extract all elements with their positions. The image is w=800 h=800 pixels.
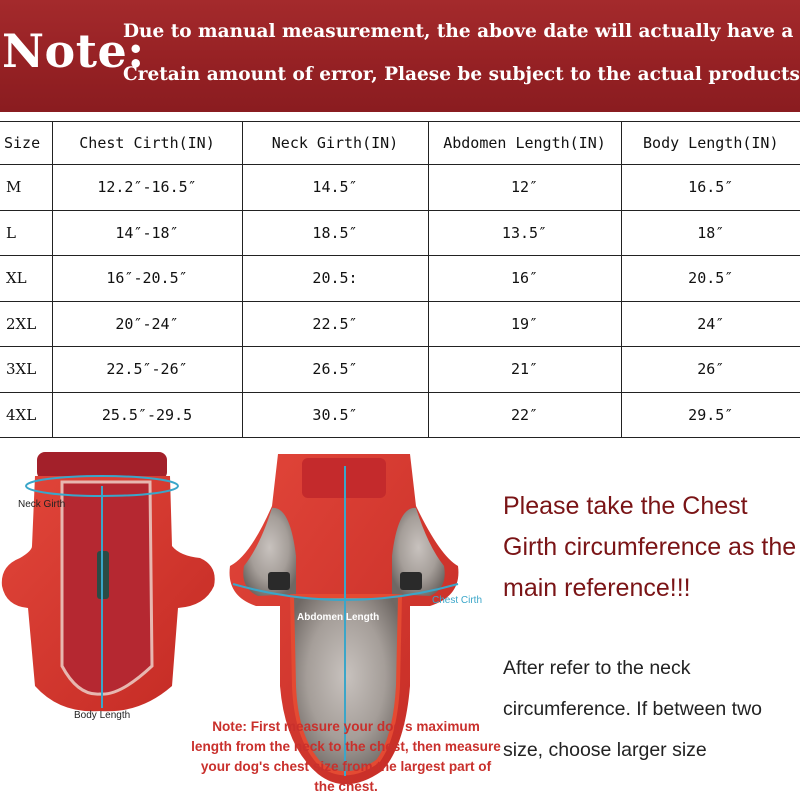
abdomen-cell: 13.5″ [428,210,621,256]
note-line-2: Cretain amount of error, Plaese be subject to the actual products [123,64,800,85]
neck-cell: 30.5″ [242,392,428,438]
size-cell: M [0,165,52,211]
body-length-label: Body Length [74,710,131,721]
size-cell: 3XL [0,347,52,393]
note-banner [0,0,800,112]
table-row [0,392,800,438]
chest-cell: 22.5″-26″ [52,347,242,393]
reference-subtext: After refer to the neck circumference. If between two size, choose larger size [503,657,763,761]
chest-cell: 20″-24″ [52,301,242,347]
strap-left [268,572,290,590]
table-row [0,210,800,256]
size-cell: 4XL [0,392,52,438]
size-chart-table [0,121,800,438]
chest-cell: 16″-20.5″ [52,256,242,302]
body-cell: 24″ [621,301,800,347]
body-cell: 29.5″ [621,392,800,438]
body-cell: 20.5″ [621,256,800,302]
coat-outer-view [2,452,215,711]
abdomen-cell: 21″ [428,347,621,393]
reference-heading: Please take the Chest Girth circumference as the main reference!!! [503,492,797,602]
abdomen-length-label: Abdomen Length [297,612,380,623]
table-row [0,301,800,347]
body-cell: 26″ [621,347,800,393]
header-size: Size [0,122,52,165]
neck-cell: 20.5: [242,256,428,302]
abdomen-cell: 12″ [428,165,621,211]
abdomen-cell: 16″ [428,256,621,302]
size-cell: L [0,210,52,256]
neck-cell: 26.5″ [242,347,428,393]
neck-cell: 14.5″ [242,165,428,211]
measuring-note: Note: First measure your dog's maximum length from the neck to the chest, then measure your dog's chest size from the largest part of the chest. [191,719,501,794]
neck-cell: 18.5″ [242,210,428,256]
body-cell: 16.5″ [621,165,800,211]
abdomen-cell: 19″ [428,301,621,347]
note-label: Note: [2,24,145,78]
neck-cell: 22.5″ [242,301,428,347]
header-chest-girth: Chest Cirth(IN) [52,122,242,165]
table-row [0,347,800,393]
strap-right [400,572,422,590]
body-cell: 18″ [621,210,800,256]
abdomen-cell: 22″ [428,392,621,438]
table-row [0,165,800,211]
chest-cell: 25.5″-29.5 [52,392,242,438]
note-line-1: Due to manual measurement, the above date will actually have a [123,21,794,42]
header-neck-girth: Neck Girth(IN) [242,122,428,165]
table-header-row [0,122,800,165]
header-body-length: Body Length(IN) [621,122,800,165]
chest-cell: 14″-18″ [52,210,242,256]
size-cell: 2XL [0,301,52,347]
table-row [0,256,800,302]
chest-girth-label: Chest Cirth [432,595,483,606]
size-cell: XL [0,256,52,302]
neck-girth-label: Neck Girth [18,499,66,510]
chest-cell: 12.2″-16.5″ [52,165,242,211]
header-abdomen-length: Abdomen Length(IN) [428,122,621,165]
